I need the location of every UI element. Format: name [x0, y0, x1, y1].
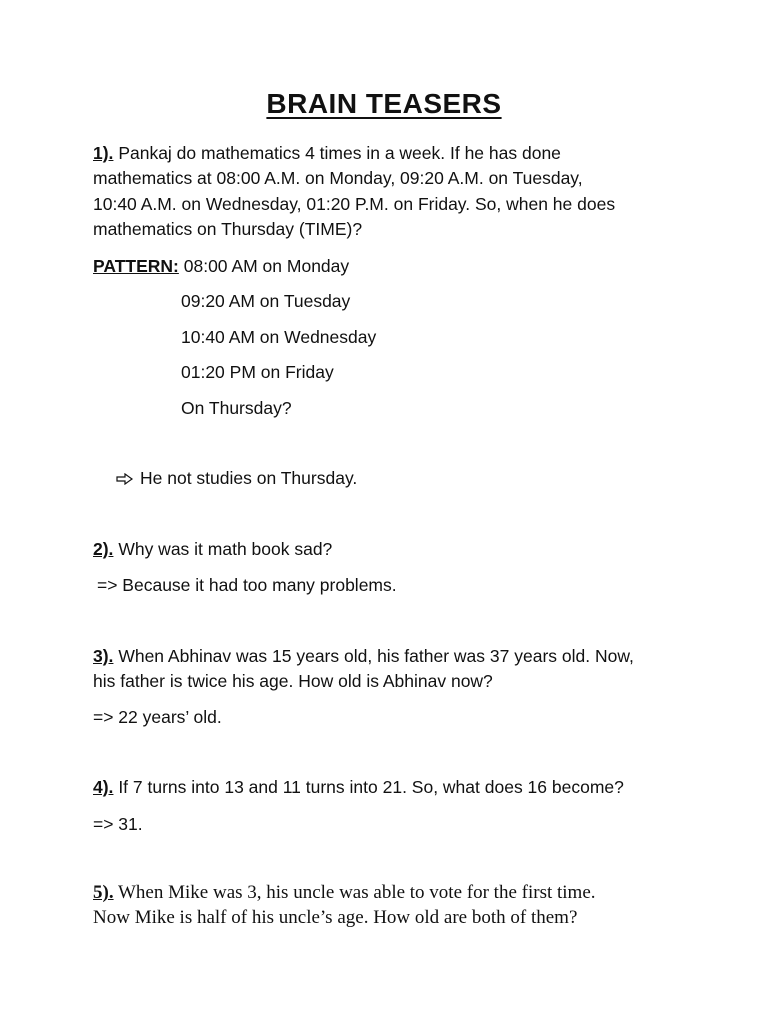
q1-line-1 [93, 141, 561, 167]
q1-line-4: mathematics on Thursday (TIME)? [93, 219, 363, 239]
q5-line-1 [93, 880, 596, 906]
right-arrow-outline-icon [116, 469, 134, 481]
q2-question: Why was it math book sad? [118, 539, 333, 559]
page-title: BRAIN TEASERS [266, 88, 502, 119]
pattern-item-4: 01:20 PM on Friday [181, 362, 334, 382]
q5-number: 5). [93, 882, 114, 903]
q5-line-2: Now Mike is half of his uncle’s age. How old are both of them? [93, 907, 578, 928]
q4-question: If 7 turns into 13 and 11 turns into 21. So, what does 16 become? [118, 777, 624, 797]
q1-answer [116, 468, 357, 489]
pattern-item-3: 10:40 AM on Wednesday [181, 327, 377, 347]
q1-number: 1). [93, 143, 114, 163]
q1-line-3: 10:40 A.M. on Wednesday, 01:20 P.M. on Friday. So, when he does [93, 194, 616, 214]
q1-answer-text: He not studies on Thursday. [140, 468, 358, 488]
pattern-item-1: 08:00 AM on Monday [183, 256, 350, 276]
q4-answer: => 31. [93, 814, 143, 834]
pattern-item-5: On Thursday? [181, 398, 292, 418]
q5-text-1: When Mike was 3, his uncle was able to vote for the first time. [118, 882, 596, 903]
q3-line-2: his father is twice his age. How old is Abhinav now? [93, 671, 493, 691]
q2-answer: => Because it had too many problems. [97, 575, 397, 595]
q2-line [93, 537, 332, 563]
pattern-row-1 [93, 254, 349, 280]
q4-number: 4). [93, 777, 114, 797]
pattern-label: PATTERN: [93, 256, 179, 276]
q2-number: 2). [93, 539, 114, 559]
q3-line-1 [93, 644, 634, 670]
pattern-item-2: 09:20 AM on Tuesday [181, 291, 351, 311]
q1-line-2: mathematics at 08:00 A.M. on Monday, 09:20 A.M. on Tuesday, [93, 168, 583, 188]
q4-line [93, 775, 624, 801]
q3-number: 3). [93, 646, 114, 666]
q3-text-1: When Abhinav was 15 years old, his father was 37 years old. Now, [118, 646, 634, 666]
q1-text-1: Pankaj do mathematics 4 times in a week. If he has done [118, 143, 561, 163]
q3-answer: => 22 years’ old. [93, 707, 222, 727]
